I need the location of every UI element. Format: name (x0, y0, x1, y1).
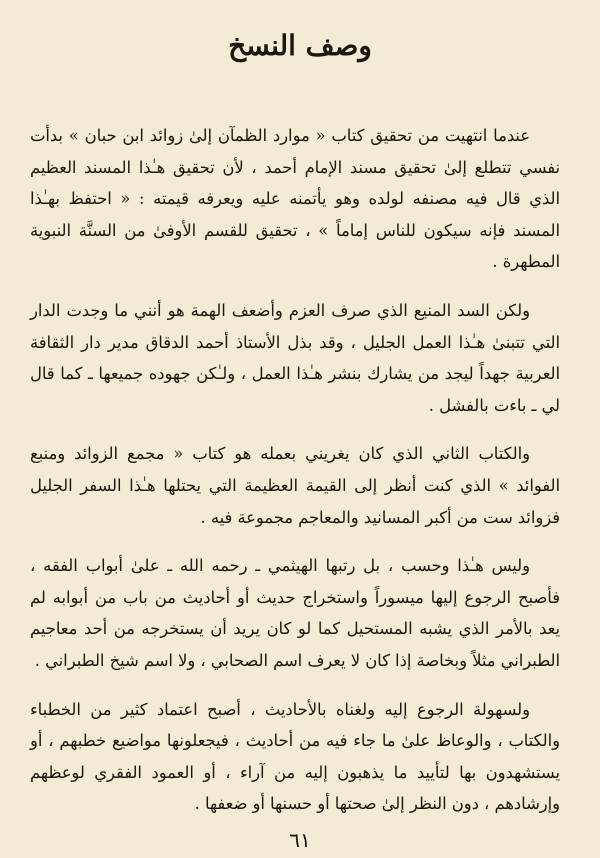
paragraph-5: ولسهولة الرجوع إليه ولغناه بالأحاديث ، أصبح اعتماد كثير من الخطباء والكتاب ، والوعاظ علىٰ ما جاء فيه من أحاديث ، فيجعلونها مواضيع خطبهم ، أو يستشهدون بها لتأييد ما يذهبون إليه من آراء ، أو العمود الفقري لوعظهم وإرشادهم ، دون النظر إلىٰ صحتها أو حسنها أو ضعفها . (30, 699, 560, 814)
paragraph-2: ولكن السد المنيع الذي صرف العزم وأضعف الهمة هو أنني ما وجدت الدار التي تتبنىٰ هـٰذا العمل الجليل ، وقد بذل الأستاذ أحمد الدقاق مدير دار الثقافة العربية جهداً ليجد من يشارك بنشر هـٰذا العمل ، ولـٰكن جهوده جميعها ـ كما قال لي ـ باءت بالفشل . (30, 300, 560, 415)
paragraph-1: عندما انتهيت من تحقيق كتاب « موارد الظمآن إلىٰ زوائد ابن حبان » بدأت نفسي تتطلع إلىٰ تحقيق مسند الإمام أحمد ، لأن تحقيق هـٰذا المسند العظيم الذي قال فيه مصنفه لولده وهو يأتمنه عليه ويعرفه قيمته : « احتفظ بهـٰذا المسند فإنه سيكون للناس إماماً » ، تحقيق للقسم الأوفىٰ من السنَّة النبوية المطهرة . (30, 126, 560, 272)
page-title: وصف النسخ (228, 29, 372, 62)
body-text (30, 120, 560, 837)
paragraph-4: وليس هـٰذا وحسب ، بل رتبها الهيثمي ـ رحمه الله ـ علىٰ أبواب الفقه ، فأصبح الرجوع إليها ميسوراً واستخراج حديث أو أحاديث من باب من أبوابه لم يعد بالأمر الذي يشبه المستحيل كما لو كان يريد أن يستخرجه من أحد معاجيم الطبراني مثلاً وبخاصة إذا كان لا يعرف اسم الصحابي ، ولا اسم شيخ الطبراني . (30, 556, 560, 670)
paragraph-3: والكتاب الثاني الذي كان يغريني بعمله هو كتاب « مجمع الزوائد ومنبع الفوائد » الذي كنت أنظر إلى القيمة العظيمة التي يحتلها هـٰذا السفر الجليل فزوائد ست من أكبر المسانيد والمعاجم مجموعة فيه . (30, 444, 560, 527)
page-number: ٦١ (289, 828, 311, 852)
